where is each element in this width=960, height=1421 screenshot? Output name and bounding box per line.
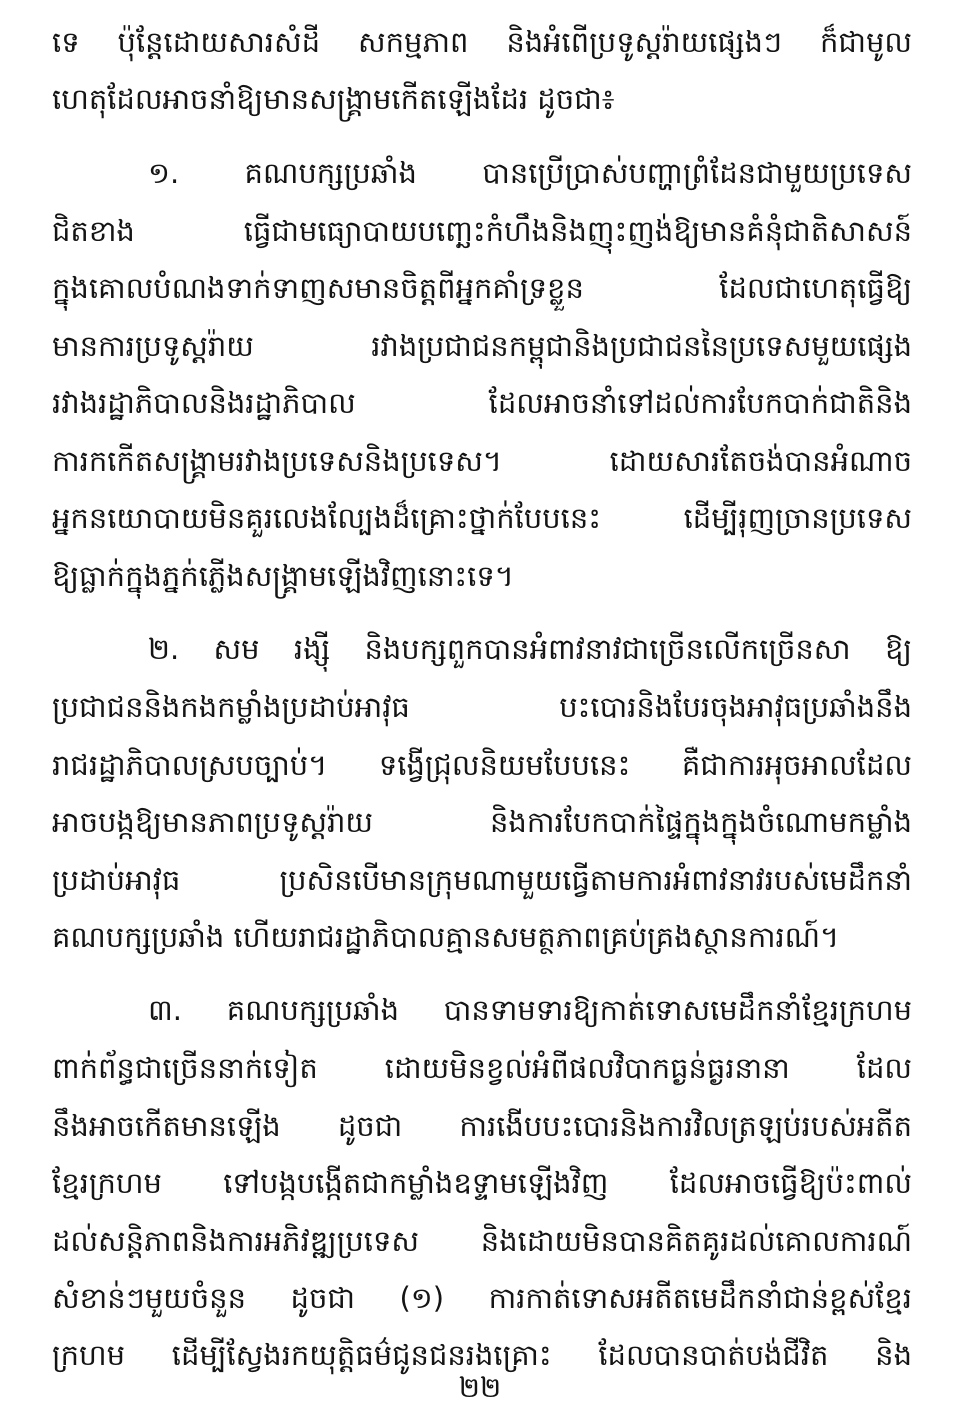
page-number: ២២ xyxy=(458,1371,502,1404)
text-line: ខ្មែរក្រហម ទៅបង្កបង្កើតជាកម្លាំងឧទ្ទាមឡើងវិញ ដែលអាចធ្វើឱ្យប៉ះពាល់ xyxy=(52,1166,912,1200)
text-line: ហេតុដែលអាចនាំឱ្យមានសង្គ្រាមកើតឡើងដែរ ដូចជា៖ xyxy=(52,82,615,116)
text-line: ប្រដាប់អាវុធ ប្រសិនបើមានក្រុមណាមួយធ្វើតាមការអំពាវនាវរបស់មេដឹកនាំ xyxy=(52,863,912,897)
text-line: រាជរដ្ឋាភិបាលស្របច្បាប់។ ទង្វើជ្រុលនិយមបែបនេះ គឺជាការអុចអាលដែល xyxy=(52,748,912,782)
text-line: ឱ្យធ្លាក់ក្នុងភ្នក់ភ្លើងសង្គ្រាមឡើងវិញនោះទេ។ xyxy=(52,559,514,593)
text-line: ក្នុងគោលបំណងទាក់ទាញសមានចិត្តពីអ្នកគាំទ្រខ្លួន ដែលជាហេតុធ្វើឱ្យ xyxy=(52,271,912,305)
text-line: អាចបង្កឱ្យមានភាពប្រទូស្តរ៉ាយ និងការបែកបាក់ផ្ទៃក្នុងក្នុងចំណោមកម្លាំង xyxy=(52,805,912,839)
paragraph-2-first-line: ២. សម រង្ស៊ី និងបក្សពួកបានអំពាវនាវជាច្រើនលើកច្រើនសា ឱ្យ xyxy=(148,632,912,666)
text-line: មានការប្រទូស្តរ៉ាយ រវាងប្រជាជនកម្ពុជានិងប្រជាជននៃប្រទេសមួយផ្សេង xyxy=(52,329,912,363)
text-line: នឹងអាចកើតមានឡើង ដូចជា ការងើបបះបោរនិងការវិលត្រឡប់របស់អតីត xyxy=(52,1109,912,1143)
text-line: ជិតខាង ធ្វើជាមធ្យោបាយបញ្ឆេះកំហឹងនិងញុះញង់ឱ្យមានគំនុំជាតិសាសន៍ xyxy=(52,214,912,248)
text-line: គណបក្សប្រឆាំង ហើយរាជរដ្ឋាភិបាលគ្មានសមត្ថភាពគ្រប់គ្រងស្ថានការណ៍។ xyxy=(52,920,840,954)
text-line: ក្រហម ដើម្បីស្វែងរកយុត្តិធម៌ជូនជនរងគ្រោះ ដែលបានបាត់បង់ជីវិត និង xyxy=(52,1338,912,1372)
text-line: រវាងរដ្ឋាភិបាលនិងរដ្ឋាភិបាល ដែលអាចនាំទៅដល់ការបែកបាក់ជាតិនិង xyxy=(52,386,912,420)
text-line: ដល់សន្តិភាពនិងការអភិវឌ្ឍប្រទេស និងដោយមិនបានគិតគូរដល់គោលការណ៍ xyxy=(52,1224,912,1258)
paragraph-1-first-line: ១. គណបក្សប្រឆាំង បានប្រើប្រាស់បញ្ហាព្រំដែនជាមួយប្រទេស xyxy=(148,156,912,190)
text-line: ពាក់ព័ន្ធជាច្រើននាក់ទៀត ដោយមិនខ្វល់អំពីផលវិបាកធ្ងន់ធ្ងរនានា ដែល xyxy=(52,1051,912,1085)
text-line: ទេ ប៉ុន្តែដោយសារសំដី សកម្មភាព និងអំពើប្រទូស្តរ៉ាយផ្សេងៗ ក៏ជាមូល xyxy=(52,25,912,59)
text-line: ប្រជាជននិងកងកម្លាំងប្រដាប់អាវុធ បះបោរនិងបែរចុងអាវុធប្រឆាំងនឹង xyxy=(52,690,912,724)
paragraph-3-first-line: ៣. គណបក្សប្រឆាំង បានទាមទារឱ្យកាត់ទោសមេដឹកនាំខ្មែរក្រហម xyxy=(148,993,912,1027)
text-line: សំខាន់ៗមួយចំនួន ដូចជា (១) ការកាត់ទោសអតីតមេដឹកនាំជាន់ខ្ពស់ខ្មែរ xyxy=(52,1281,912,1315)
text-line: ការកកើតសង្គ្រាមរវាងប្រទេសនិងប្រទេស។ ដោយសារតែចង់បានអំណាច xyxy=(52,444,912,478)
text-line: អ្នកនយោបាយមិនគួរលេងល្បែងដ៏គ្រោះថ្នាក់បែបនេះ ដើម្បីរុញច្រានប្រទេស xyxy=(52,501,912,535)
